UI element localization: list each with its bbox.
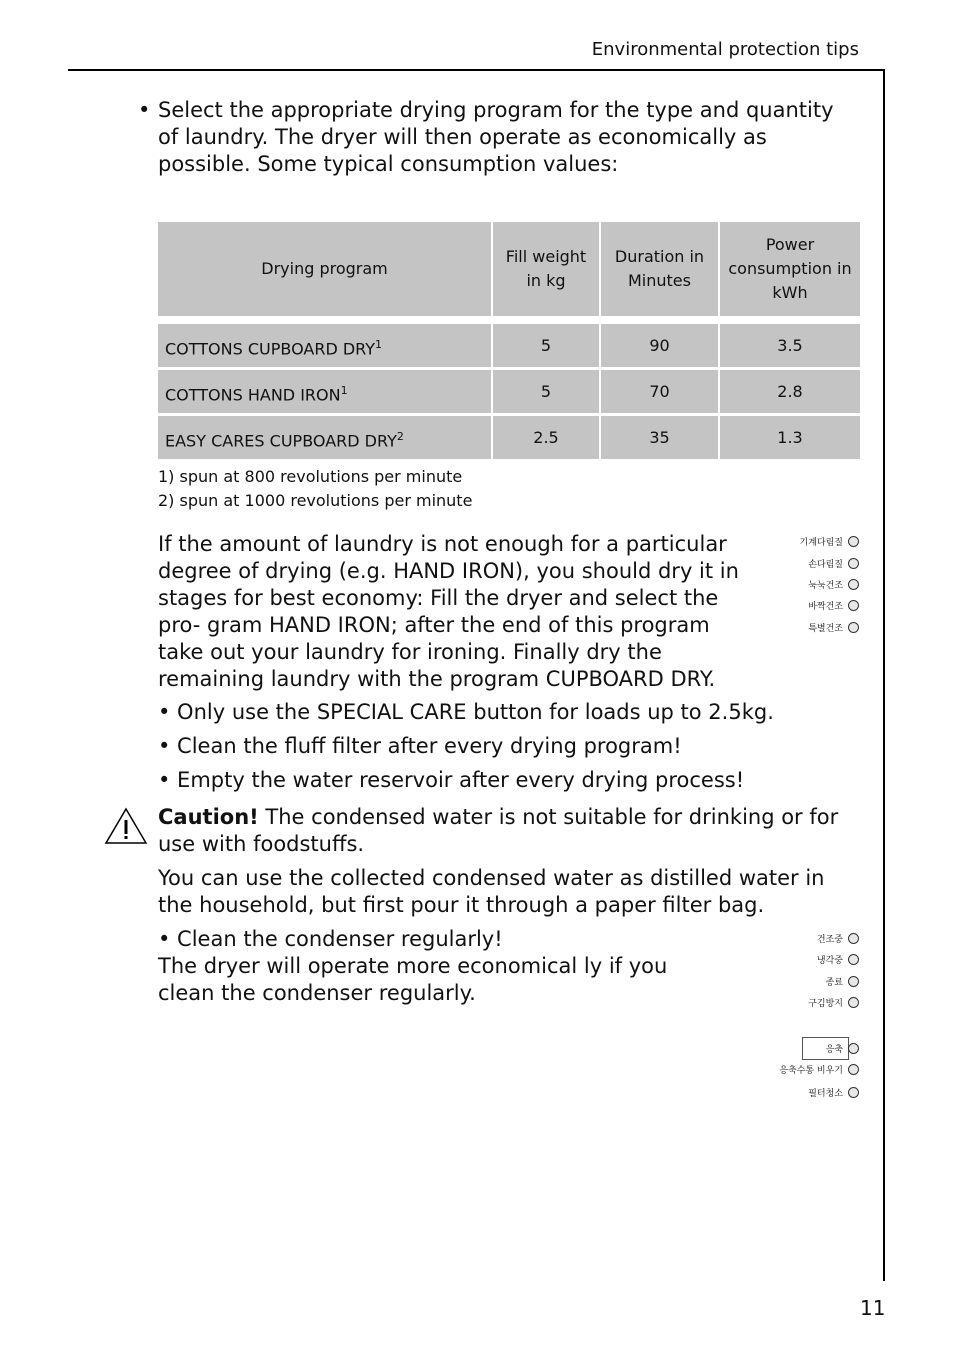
- stages-paragraph: If the amount of laundry is not enough for a particular degree of drying (e.g. HAND IRON), you should dry it in stages for best economy: Fill the dryer and select the pro- gram HAND IRON; after the end of this program take out your laundry for ironing. Finally dry the remaining laundry with the program CUPBOARD DRY.: [158, 532, 739, 691]
- duration-cell: 35: [601, 416, 718, 459]
- led-indicator-icon: [848, 600, 859, 611]
- led-indicator-icon: [848, 579, 859, 590]
- panel-program-row: 손다림질: [808, 556, 859, 570]
- table-row: [158, 370, 860, 413]
- led-indicator-icon: [848, 536, 859, 547]
- header-rule: [68, 69, 885, 71]
- condenser-bullet: • Clean the condenser regularly!: [158, 927, 503, 951]
- distilled-paragraph: You can use the collected condensed water as distilled water in the household, but first pour it through a paper filter bag.: [158, 866, 825, 917]
- col-header-program: Drying program: [158, 222, 491, 316]
- bullet-item: • Clean the fluff filter after every drying program!: [158, 734, 682, 758]
- led-indicator-icon: [848, 1087, 859, 1098]
- panel-status-row: 건조중: [817, 931, 859, 945]
- panel-alert-row: 응축수통 비우기: [779, 1062, 859, 1076]
- duration-cell: 70: [601, 370, 718, 413]
- footnote: 1) spun at 800 revolutions per minute: [158, 467, 463, 486]
- fill-cell: 5: [493, 324, 599, 367]
- led-indicator-icon: [848, 1064, 859, 1075]
- led-indicator-icon: [848, 933, 859, 944]
- bullet-dot: •: [138, 98, 151, 122]
- led-indicator-icon: [848, 1043, 859, 1054]
- panel-program-row: 특별건조: [808, 620, 859, 634]
- col-header-power: Power consumption in kWh: [720, 222, 860, 316]
- condenser-paragraph: The dryer will operate more economical ly if you clean the condenser regularly.: [158, 954, 668, 1005]
- duration-cell: 90: [601, 324, 718, 367]
- table-header-row: [158, 222, 860, 316]
- led-indicator-icon: [848, 622, 859, 633]
- panel-status-row: 구김방지: [808, 995, 859, 1009]
- col-header-duration: Duration in Minutes: [601, 222, 718, 316]
- caution-label: Caution!: [158, 805, 259, 829]
- caution-paragraph: [158, 804, 858, 858]
- panel-program-row: 기계다림질: [800, 534, 859, 548]
- panel-program-row: 눅눅건조: [808, 577, 859, 591]
- panel-alert-row: 필터청소: [808, 1085, 859, 1099]
- bullet-item: • Empty the water reservoir after every drying process!: [158, 768, 745, 792]
- power-cell: 3.5: [720, 324, 860, 367]
- intro-paragraph: Select the appropriate drying program for the type and quantity of laundry. The dryer will then operate as economically as possible. Some typical consumption values:: [158, 98, 834, 176]
- power-cell: 2.8: [720, 370, 860, 413]
- led-indicator-icon: [848, 558, 859, 569]
- col-header-fill: Fill weight in kg: [493, 222, 599, 316]
- program-cell: COTTONS CUPBOARD DRY$^1$: [158, 324, 491, 367]
- panel-alert-row: 응축: [826, 1041, 859, 1055]
- led-indicator-icon: [848, 954, 859, 965]
- header-title: Environmental protection tips: [591, 39, 859, 60]
- bullet-item: • Only use the SPECIAL CARE button for loads up to 2.5kg.: [158, 700, 774, 724]
- program-cell: COTTONS HAND IRON$^1$: [158, 370, 491, 413]
- panel-status-row: 냉각중: [817, 952, 859, 966]
- power-cell: 1.3: [720, 416, 860, 459]
- consumption-table: [156, 219, 862, 462]
- fill-cell: 2.5: [493, 416, 599, 459]
- table-row: [158, 324, 860, 367]
- table-row: [158, 416, 860, 459]
- caution-text: The condensed water is not suitable for drinking or for use with foodstuffs.: [158, 805, 839, 856]
- page-number: 11: [860, 1296, 886, 1320]
- right-margin-rule: [883, 69, 885, 1281]
- program-cell: EASY CARES CUPBOARD DRY$^2$: [158, 416, 491, 459]
- panel-program-row: 바짝건조: [808, 598, 859, 612]
- panel-status-row: 종료: [826, 974, 859, 988]
- led-indicator-icon: [848, 976, 859, 987]
- footnote: 2) spun at 1000 revolutions per minute: [158, 491, 473, 510]
- fill-cell: 5: [493, 370, 599, 413]
- led-indicator-icon: [848, 997, 859, 1008]
- warning-icon: [104, 807, 148, 845]
